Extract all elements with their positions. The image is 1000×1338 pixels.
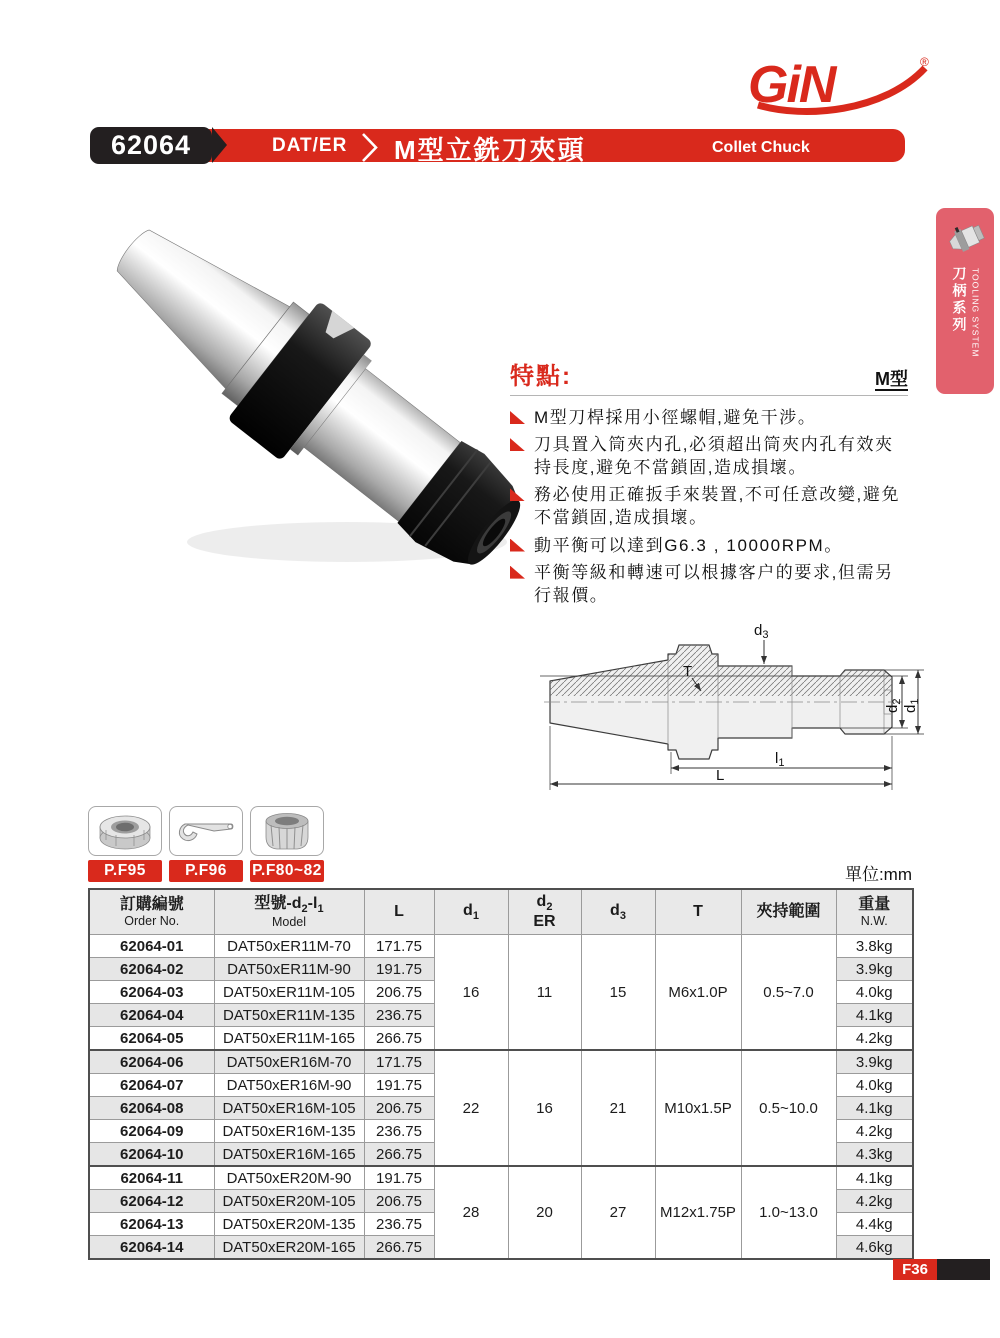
length-L: 236.75 [364,1120,434,1143]
feature-item [510,483,908,529]
net-weight: 3.9kg [836,958,913,981]
col-T: T [655,889,741,935]
accessory-hook-spanner [169,806,243,882]
spec-table [88,888,914,1260]
d1-value: 16 [434,935,508,1051]
dim-L-label: L [716,767,725,784]
clamping-range: 1.0~13.0 [741,1166,836,1259]
bullet-triangle-icon [510,411,525,424]
col-d1: $d_1$ [434,889,508,935]
bullet-triangle-icon [510,539,525,552]
order-no: 62064-04 [89,1004,214,1027]
hatch-region [550,645,892,696]
page-title: M型立銑刀夾頭 [394,135,586,165]
model: DAT50xER11M-105 [214,981,364,1004]
feature-text: 務必使用正確扳手來裝置,不可任意改變,避免不當鎖固,造成損壞。 [534,485,901,528]
tab-label-zh: 刀柄系列 [951,266,968,334]
gin-logo [742,52,937,118]
clamping-range: 0.5~7.0 [741,935,836,1051]
registered-mark: ® [920,55,929,69]
order-no: 62064-10 [89,1143,214,1167]
net-weight: 4.6kg [836,1236,913,1260]
model: DAT50xER20M-135 [214,1213,364,1236]
collet-chuck-body [92,188,522,580]
features-list [510,406,908,607]
length-L: 236.75 [364,1213,434,1236]
model: DAT50xER11M-70 [214,935,364,958]
features-section [510,356,908,611]
feature-item [510,433,908,479]
tooling-system-tab [936,208,994,394]
net-weight: 3.9kg [836,1050,913,1074]
length-L: 206.75 [364,981,434,1004]
col-clamping-range: 夾持範圍 [741,889,836,935]
order-no: 62064-14 [89,1236,214,1260]
model: DAT50xER11M-165 [214,1027,364,1051]
net-weight: 3.8kg [836,935,913,958]
order-no: 62064-01 [89,935,214,958]
order-no: 62064-06 [89,1050,214,1074]
length-L: 171.75 [364,935,434,958]
features-title: 特點: [510,363,572,390]
order-no: 62064-03 [89,981,214,1004]
feature-text: 動平衡可以達到G6.3 , 10000RPM。 [534,535,843,555]
clamping-range: 0.5~10.0 [741,1050,836,1166]
accessory-image-box [169,806,243,856]
dim-d1-label: $d_1$ [902,698,921,713]
header-red-bar [112,129,905,165]
d2-value: 16 [508,1050,581,1166]
d1-value: 22 [434,1050,508,1166]
accessories-row [88,806,324,882]
unit-label: 單位:mm [844,865,912,884]
table-row [89,1050,913,1074]
dim-d3-label: $d_3$ [754,622,769,641]
bullet-triangle-icon [510,566,525,579]
length-L: 206.75 [364,1097,434,1120]
collet-nut-icon [92,810,158,852]
model: DAT50xER20M-165 [214,1236,364,1260]
net-weight: 4.4kg [836,1213,913,1236]
net-weight: 4.2kg [836,1120,913,1143]
type-label: M型 [875,369,908,390]
model: DAT50xER16M-105 [214,1097,364,1120]
feature-text: M型刀桿採用小徑螺帽,避免干涉。 [534,408,817,427]
length-L: 191.75 [364,1074,434,1097]
model: DAT50xER11M-135 [214,1004,364,1027]
model-number-badge [90,127,212,164]
order-no: 62064-13 [89,1213,214,1236]
model: DAT50xER20M-90 [214,1166,364,1190]
d1-value: 28 [434,1166,508,1259]
model: DAT50xER16M-135 [214,1120,364,1143]
thread-T: M10x1.5P [655,1050,741,1166]
table-row [89,1166,913,1190]
page-number-badge: F36 [893,1259,937,1280]
model: DAT50xER11M-90 [214,958,364,981]
col-d2-er: $d_2$ ER [508,889,581,935]
net-weight: 4.1kg [836,1166,913,1190]
net-weight: 4.0kg [836,981,913,1004]
page-title-en: Collet Chuck [712,139,810,156]
col-L: L [364,889,434,935]
length-L: 266.75 [364,1027,434,1051]
dim-d2-label: $d_2$ [884,698,903,713]
collet-icon [254,809,320,853]
d3-value: 21 [581,1050,655,1166]
bullet-triangle-icon [510,438,525,451]
d3-value: 15 [581,935,655,1051]
order-no: 62064-09 [89,1120,214,1143]
product-photo [92,180,522,580]
net-weight: 4.0kg [836,1074,913,1097]
order-no: 62064-02 [89,958,214,981]
length-L: 206.75 [364,1190,434,1213]
page-ref-badge: P.F95 [88,860,162,882]
d3-value: 27 [581,1166,655,1259]
feature-item [510,534,908,557]
mini-toolholder-icon [942,215,988,263]
page-ref-badge: P.F96 [169,860,243,882]
col-model: 型號$-d_2-l_1$ Model [214,889,364,935]
page-ref-badge: P.F80~82 [250,860,324,882]
accessory-image-box [250,806,324,856]
thread-T: M6x1.0P [655,935,741,1051]
tab-label-en: TOOLING SYSTEM [970,268,981,358]
accessory-image-box [88,806,162,856]
footer-bar [937,1259,990,1280]
order-no: 62064-12 [89,1190,214,1213]
technical-drawing [540,616,930,798]
bullet-triangle-icon [510,488,525,501]
thread-T: M12x1.75P [655,1166,741,1259]
net-weight: 4.3kg [836,1143,913,1167]
net-weight: 4.1kg [836,1097,913,1120]
model: DAT50xER16M-70 [214,1050,364,1074]
hook-spanner-icon [173,810,239,852]
order-no: 62064-08 [89,1097,214,1120]
net-weight: 4.1kg [836,1004,913,1027]
length-L: 171.75 [364,1050,434,1074]
tab-text-block [950,266,981,357]
table-row [89,935,913,958]
order-no: 62064-07 [89,1074,214,1097]
accessory-collet [250,806,324,882]
col-d3: $d_3$ [581,889,655,935]
feature-text: 刀具置入筒夾内孔,必須超出筒夾内孔有效夾持長度,避免不當鎖固,造成損壞。 [534,435,894,478]
dim-l1-label: $l_1$ [775,750,785,769]
header-bar [90,127,905,164]
net-weight: 4.2kg [836,1027,913,1051]
length-L: 236.75 [364,1004,434,1027]
feature-item [510,406,908,429]
table-header-row [89,889,913,935]
feature-item [510,561,908,607]
model-number: 62064 [110,130,192,160]
net-weight: 4.2kg [836,1190,913,1213]
length-L: 266.75 [364,1236,434,1260]
feature-text: 平衡等級和轉速可以根據客户的要求,但需另行報價。 [534,562,894,605]
length-L: 191.75 [364,958,434,981]
d2-value: 20 [508,1166,581,1259]
col-weight: 重量 N.W. [836,889,913,935]
length-L: 191.75 [364,1166,434,1190]
length-L: 266.75 [364,1143,434,1167]
series-label: DAT/ER [272,134,348,156]
dim-t-label: T [683,663,693,680]
chevron-right-icon [358,132,382,163]
model: DAT50xER16M-90 [214,1074,364,1097]
col-order-no: 訂購編號 Order No. [89,889,214,935]
order-no: 62064-05 [89,1027,214,1051]
accessory-collet-nut [88,806,162,882]
order-no: 62064-11 [89,1166,214,1190]
features-header [510,356,908,396]
logo-text: GiN [748,56,835,114]
model: DAT50xER20M-105 [214,1190,364,1213]
d2-value: 11 [508,935,581,1051]
model: DAT50xER16M-165 [214,1143,364,1167]
